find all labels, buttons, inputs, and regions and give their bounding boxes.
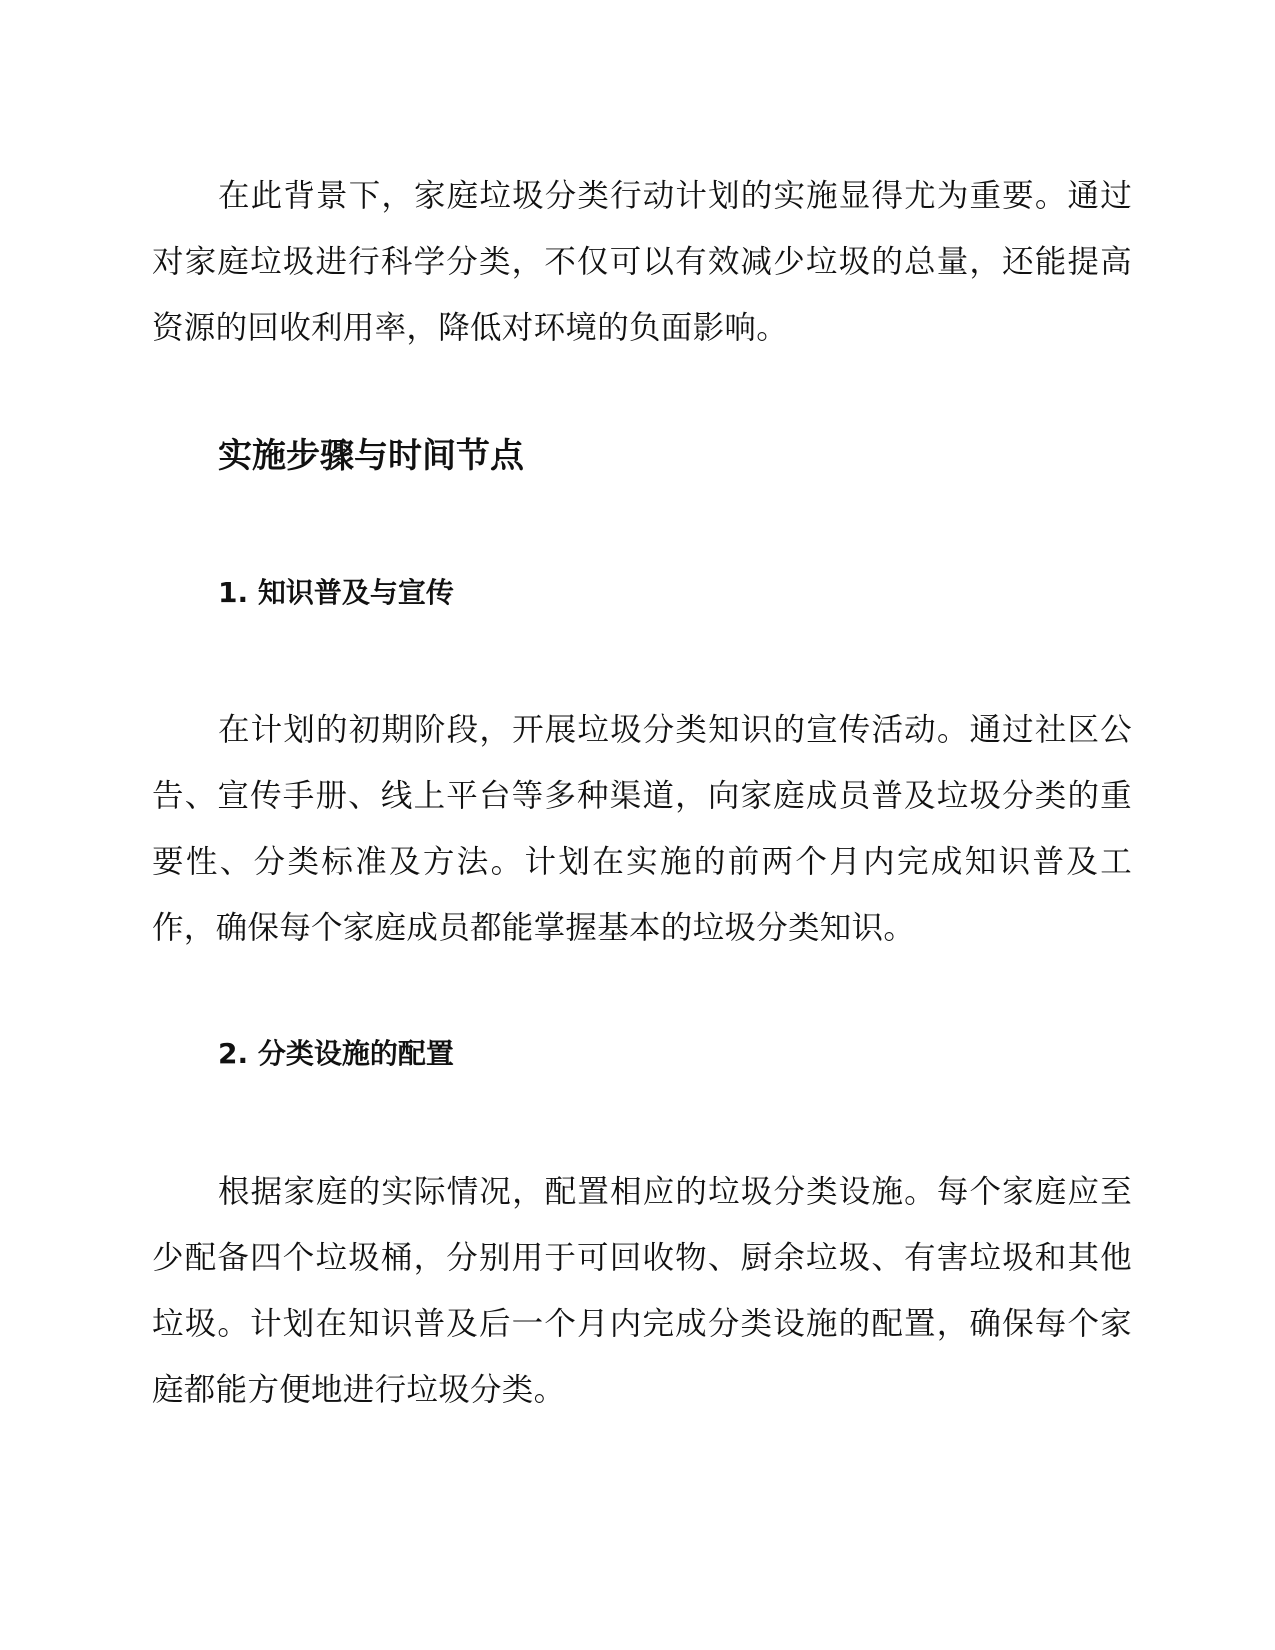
intro-paragraph: 在此背景下，家庭垃圾分类行动计划的实施显得尤为重要。通过对家庭垃圾进行科学分类，不仅可以有效减少垃圾的总量，还能提高资源的回收利用率，降低对环境的负面影响。 (152, 178, 1132, 346)
step-2-body: 根据家庭的实际情况，配置相应的垃圾分类设施。每个家庭应至少配备四个垃圾桶，分别用于可回收物、厨余垃圾、有害垃圾和其他垃圾。计划在知识普及后一个月内完成分类设施的配置，确保每个家庭都能方便地进行垃圾分类。 (152, 1174, 1132, 1408)
step-1-body: 在计划的初期阶段，开展垃圾分类知识的宣传活动。通过社区公告、宣传手册、线上平台等多种渠道，向家庭成员普及垃圾分类的重要性、分类标准及方法。计划在实施的前两个月内完成知识普及工作，确保每个家庭成员都能掌握基本的垃圾分类知识。 (152, 712, 1132, 946)
step-2-heading: 2. 分类设施的配置 (218, 1037, 454, 1070)
step-1-heading: 1. 知识普及与宣传 (218, 576, 454, 609)
section-heading: 实施步骤与时间节点 (218, 436, 524, 476)
